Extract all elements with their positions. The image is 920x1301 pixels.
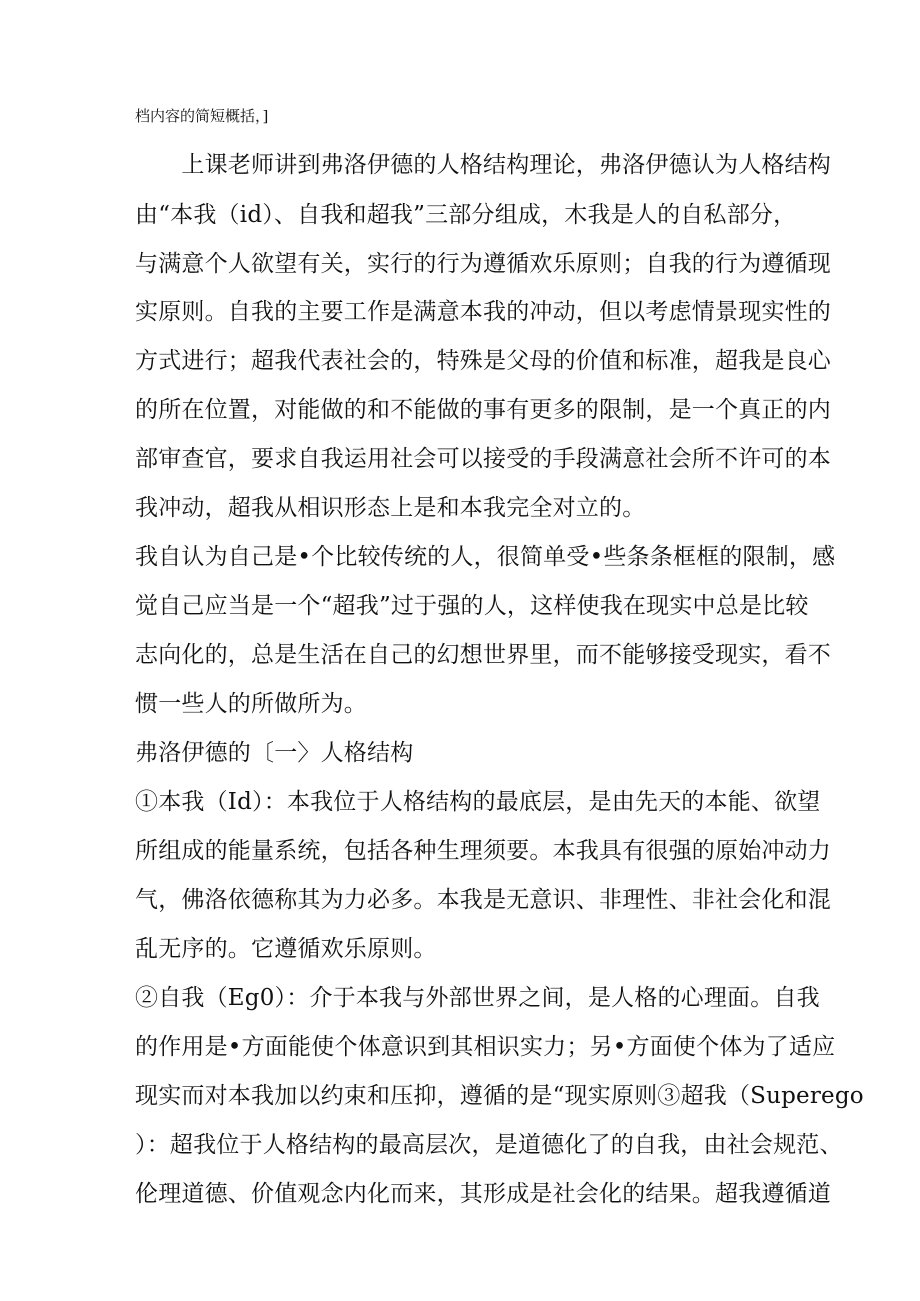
text-line: ②自我（Eg0）：介于本我与外部世界之间，是人格的心理面。自我 bbox=[135, 985, 820, 1011]
text-line: 乱无序的。它遵循欢乐原则。 bbox=[135, 936, 437, 962]
text-line: 志向化的，总是生活在自己的幻想世界里，而不能够接受现实，看不 bbox=[135, 642, 831, 668]
text-line: 实原则。自我的主要工作是满意本我的冲动，但以考虑情景现实性的 bbox=[135, 299, 831, 325]
text-line: 觉自己应当是一个“超我”过于强的人，这样使我在现实中总是比较 bbox=[135, 593, 809, 619]
text-line: 所组成的能量系统，包括各种生理须要。本我具有很强的原始冲动力 bbox=[135, 838, 831, 864]
text-line: 惯一些人的所做所为。 bbox=[135, 691, 367, 717]
text-line: 方式进行；超我代表社会的，特殊是父母的价值和标准，超我是良心 bbox=[135, 348, 831, 374]
text-line: 部审查官，要求自我运用社会可以接受的手段满意社会所不许可的本 bbox=[135, 446, 831, 472]
text-line: 上课老师讲到弗洛伊德的人格结构理论，弗洛伊德认为人格结构 bbox=[135, 152, 831, 178]
text-line: 与满意个人欲望有关，实行的行为遵循欢乐原则；自我的行为遵循现 bbox=[135, 251, 831, 277]
text-line: ）：超我位于人格结构的最高层次，是道德化了的自我，由社会规范、 bbox=[135, 1132, 843, 1158]
text-line: 气，佛洛依德称其为力必多。本我是无意识、非理性、非社会化和混 bbox=[135, 887, 831, 913]
text-line: 由“本我（id）、自我和超我”三部分组成，木我是人的自私部分， bbox=[135, 202, 797, 228]
text-line: 我冲动，超我从相识形态上是和本我完全对立的。 bbox=[135, 495, 646, 521]
text-line: 现实而对本我加以约束和压抑，遵循的是“现实原则③超我（Superego bbox=[135, 1083, 864, 1109]
text-line: 的所在位置，对能做的和不能做的事有更多的限制，是一个真正的内 bbox=[135, 397, 831, 423]
section-heading: 弗洛伊德的〔一〉人格结构 bbox=[135, 740, 414, 766]
truncated-summary-note: 档内容的简短概括，] bbox=[135, 107, 269, 125]
text-line: ①本我（Id）：本我位于人格结构的最底层，是由先天的本能、欲望 bbox=[135, 789, 821, 815]
text-line: 的作用是•方面能使个体意识到其相识实力；另•方面使个体为了适应 bbox=[135, 1034, 836, 1060]
text-line: 我自认为自己是•个比较传统的人，很简单受•些条条框框的限制，感 bbox=[135, 544, 836, 570]
text-line: 伦理道德、价值观念内化而来，其形成是社会化的结果。超我遵循道 bbox=[135, 1181, 831, 1207]
